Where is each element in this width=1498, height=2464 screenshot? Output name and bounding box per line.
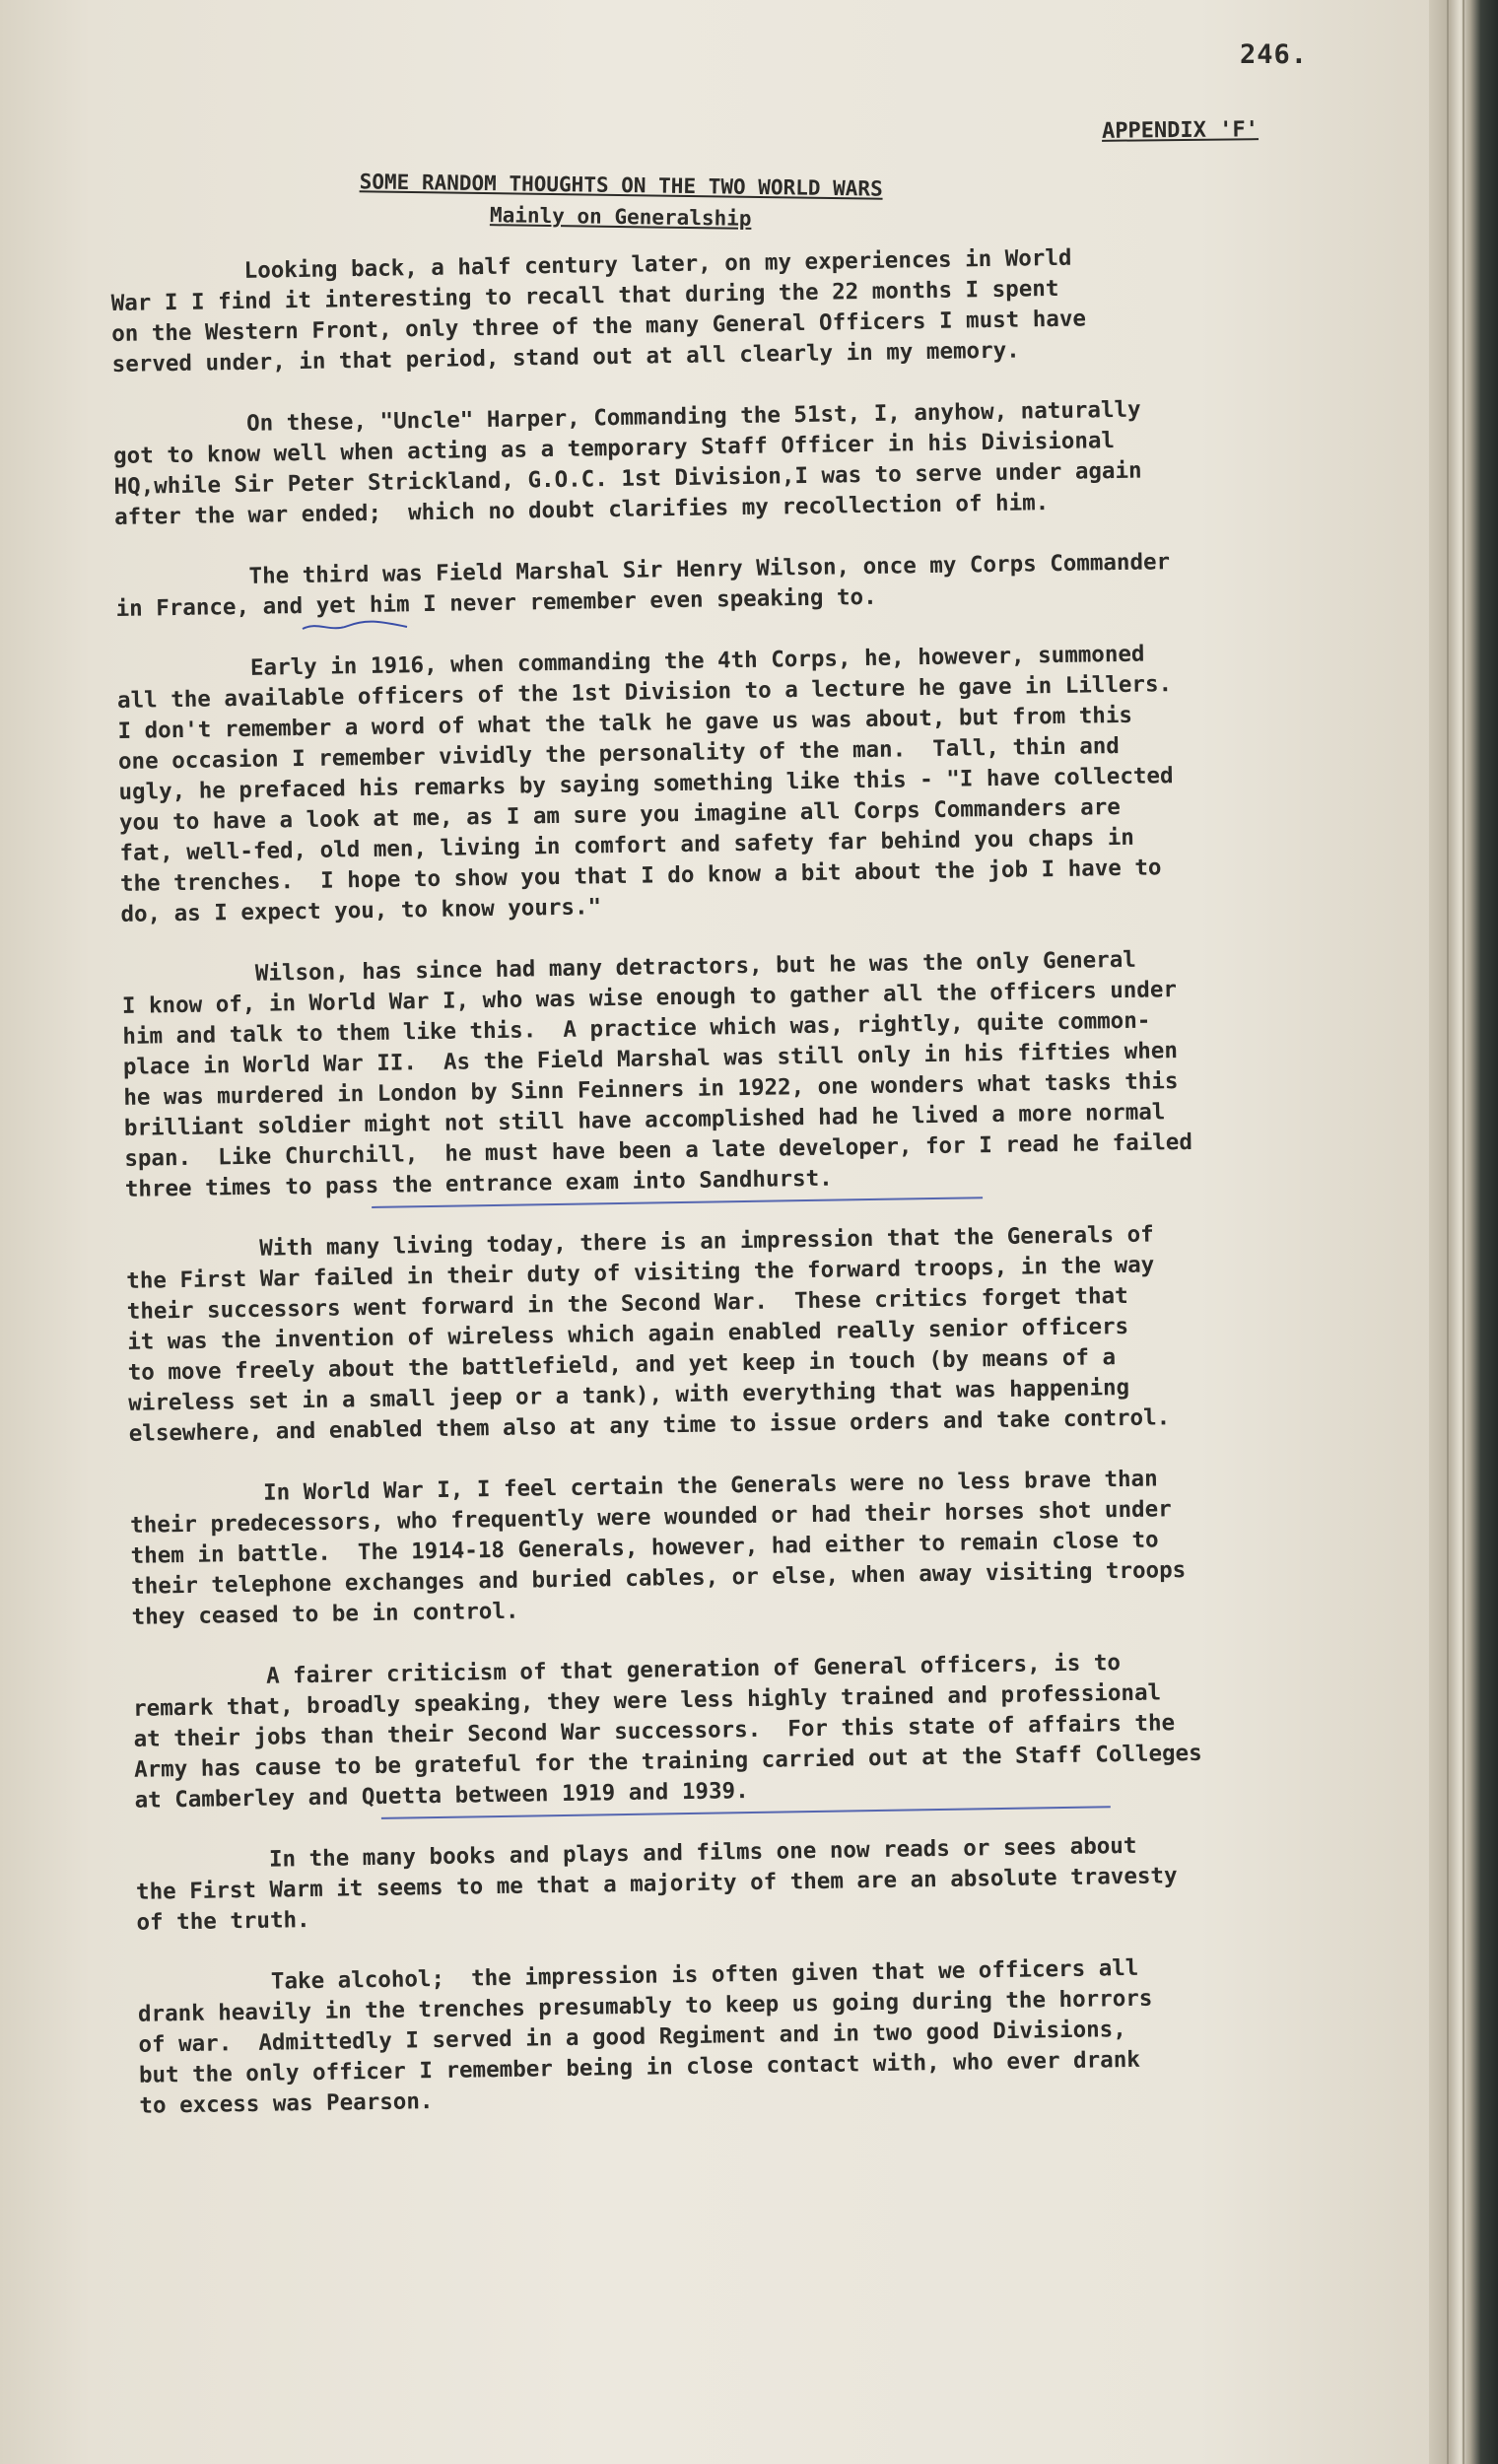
paragraph-7 xyxy=(129,1460,1412,1632)
text-line: one occasion I remember vividly the personality of the man. Tall, thin and xyxy=(117,732,1121,775)
text-line: ugly, he prefaced his remarks by saying something like this - "I have collected xyxy=(118,763,1174,805)
text-line: the First War failed in their duty of visiting the forward troops, in the way xyxy=(126,1252,1155,1294)
document-body xyxy=(110,239,1421,2153)
text-line: to excess was Pearson. xyxy=(139,2088,434,2119)
paragraph-8 xyxy=(132,1643,1415,1815)
text-line: you to have a look at me, as I am sure you imagine all Corps Commanders are xyxy=(118,793,1122,836)
text-line: the trenches. I hope to show you that I do know a bit about the job I have to xyxy=(119,855,1162,897)
text-line: Wilson, has since had many detractors, but he was the only General xyxy=(121,946,1137,989)
text-line: Early in 1916, when commanding the 4th Corps, he, however, summoned xyxy=(116,641,1145,683)
text-line: all the available officers of the 1st Division to a lecture he gave in Lillers. xyxy=(116,671,1173,714)
paragraph-1 xyxy=(110,239,1394,380)
page-number: 246. xyxy=(1240,39,1309,70)
text-line: the First Warm it seems to me that a majority of them are an absolute travesty xyxy=(135,1863,1178,1905)
text-line: remark that, broadly speaking, they were less highly trained and professional xyxy=(132,1679,1162,1722)
paragraph-3 xyxy=(115,544,1397,625)
text-line: they ceased to be in control. xyxy=(131,1598,519,1630)
text-line: The third was Field Marshal Sir Henry Wilson, once my Corps Commander xyxy=(114,549,1171,591)
appendix-label: APPENDIX 'F' xyxy=(1101,117,1260,144)
text-line: Take alcohol; the impression is often given that we officers all xyxy=(137,1954,1139,1997)
text-line: I know of, in World War I, who was wise enough to gather all the officers under xyxy=(121,977,1178,1019)
text-line: A fairer criticism of that generation of General officers, is to xyxy=(132,1650,1122,1691)
text-line: place in World War II. As the Field Marshal was still only in his fifties when xyxy=(122,1038,1179,1080)
text-line: drank heavily in the trenches presumably to keep us going during the horrors xyxy=(137,1985,1153,2027)
text-line: three times to pass the entrance exam into Sandhurst. xyxy=(124,1165,833,1202)
text-line: In the many books and plays and films one now reads or sees about xyxy=(135,1832,1137,1875)
title-line-1: SOME RANDOM THOUGHTS ON THE TWO WORLD WARS xyxy=(359,170,883,201)
text-line: at Camberley and Quetta between 1919 and 1939. xyxy=(134,1778,749,1814)
text-line: of the truth. xyxy=(136,1907,310,1936)
text-line: brilliant soldier might not still have accomplished had he lived a more normal xyxy=(123,1099,1166,1141)
text-line: wireless set in a small jeep or a tank), with everything that was happening xyxy=(128,1374,1130,1416)
text-line: Looking back, a half century later, on my experiences in World xyxy=(110,244,1072,286)
paragraph-5 xyxy=(121,940,1406,1204)
text-line: but the only officer I remember being in close contact with, who ever drank xyxy=(138,2046,1141,2088)
text-line: them in battle. The 1914-18 Generals, however, had either to remain close to xyxy=(130,1527,1159,1569)
document-title xyxy=(266,165,977,238)
paragraph-6 xyxy=(126,1215,1410,1449)
text-line: it was the invention of wireless which again enabled really senior officers xyxy=(127,1313,1129,1355)
text-line: their telephone exchanges and buried cables, or else, when away visiting troops xyxy=(130,1557,1187,1600)
text-line: span. Like Churchill, he must have been a late developer, for I read he failed xyxy=(124,1129,1193,1172)
text-line: fat, well-fed, old men, living in comfort and safety far behind you chaps in xyxy=(119,824,1135,866)
text-line: in France, and yet him I never remember even speaking to. xyxy=(115,583,877,622)
text-line: at their jobs than their Second War successors. For this state of affairs the xyxy=(133,1710,1176,1752)
text-line: after the war ended; which no doubt clarifies my recollection of him. xyxy=(113,490,1050,530)
text-line: their predecessors, who frequently were wounded or had their horses shot under xyxy=(129,1496,1172,1539)
text-line: got to know well when acting as a temporary Staff Officer in his Divisional xyxy=(112,428,1116,469)
text-line: On these, "Uncle" Harper, Commanding the 51st, I, anyhow, naturally xyxy=(112,396,1141,439)
title-line-2: Mainly on Generalship xyxy=(489,203,752,231)
text-line: Army has cause to be grateful for the training carried out at the Staff Colleges xyxy=(133,1740,1202,1783)
text-line: on the Western Front, only three of the many General Officers I must have xyxy=(111,306,1087,347)
text-line: he was murdered in London by Sinn Feinners in 1922, one wonders what tasks this xyxy=(123,1068,1179,1111)
text-line: With many living today, there is an impression that the Generals of xyxy=(125,1221,1154,1264)
paragraph-2 xyxy=(112,391,1396,533)
paragraph-9 xyxy=(135,1826,1417,1938)
text-line: do, as I expect you, to know yours." xyxy=(120,894,602,927)
text-line: elsewhere, and enabled them also at any time to issue orders and take control. xyxy=(128,1404,1171,1447)
text-line: their successors went forward in the Second War. These critics forget that xyxy=(126,1282,1128,1325)
text-line: I don't remember a word of what the talk he gave us was about, but from this xyxy=(117,702,1133,744)
text-line: In World War I, I feel certain the Generals were no less brave than xyxy=(129,1466,1158,1508)
paragraph-10 xyxy=(137,1949,1420,2121)
text-line: War I I find it interesting to recall that during the 22 months I spent xyxy=(110,275,1059,316)
text-line: him and talk to them like this. A practice which was, rightly, quite common- xyxy=(122,1007,1151,1050)
paragraph-4 xyxy=(116,636,1401,930)
page-stack-edge xyxy=(1429,0,1498,2464)
text-line: served under, in that period, stand out at all clearly in my memory. xyxy=(111,337,1020,377)
text-line: to move freely about the battlefield, and yet keep in touch (by means of a xyxy=(127,1344,1117,1386)
text-line: HQ,while Sir Peter Strickland, G.O.C. 1st Division,I was to serve under again xyxy=(113,457,1142,500)
text-line: of war. Admittedly I served in a good Regiment and in two good Divisions, xyxy=(138,2017,1126,2058)
